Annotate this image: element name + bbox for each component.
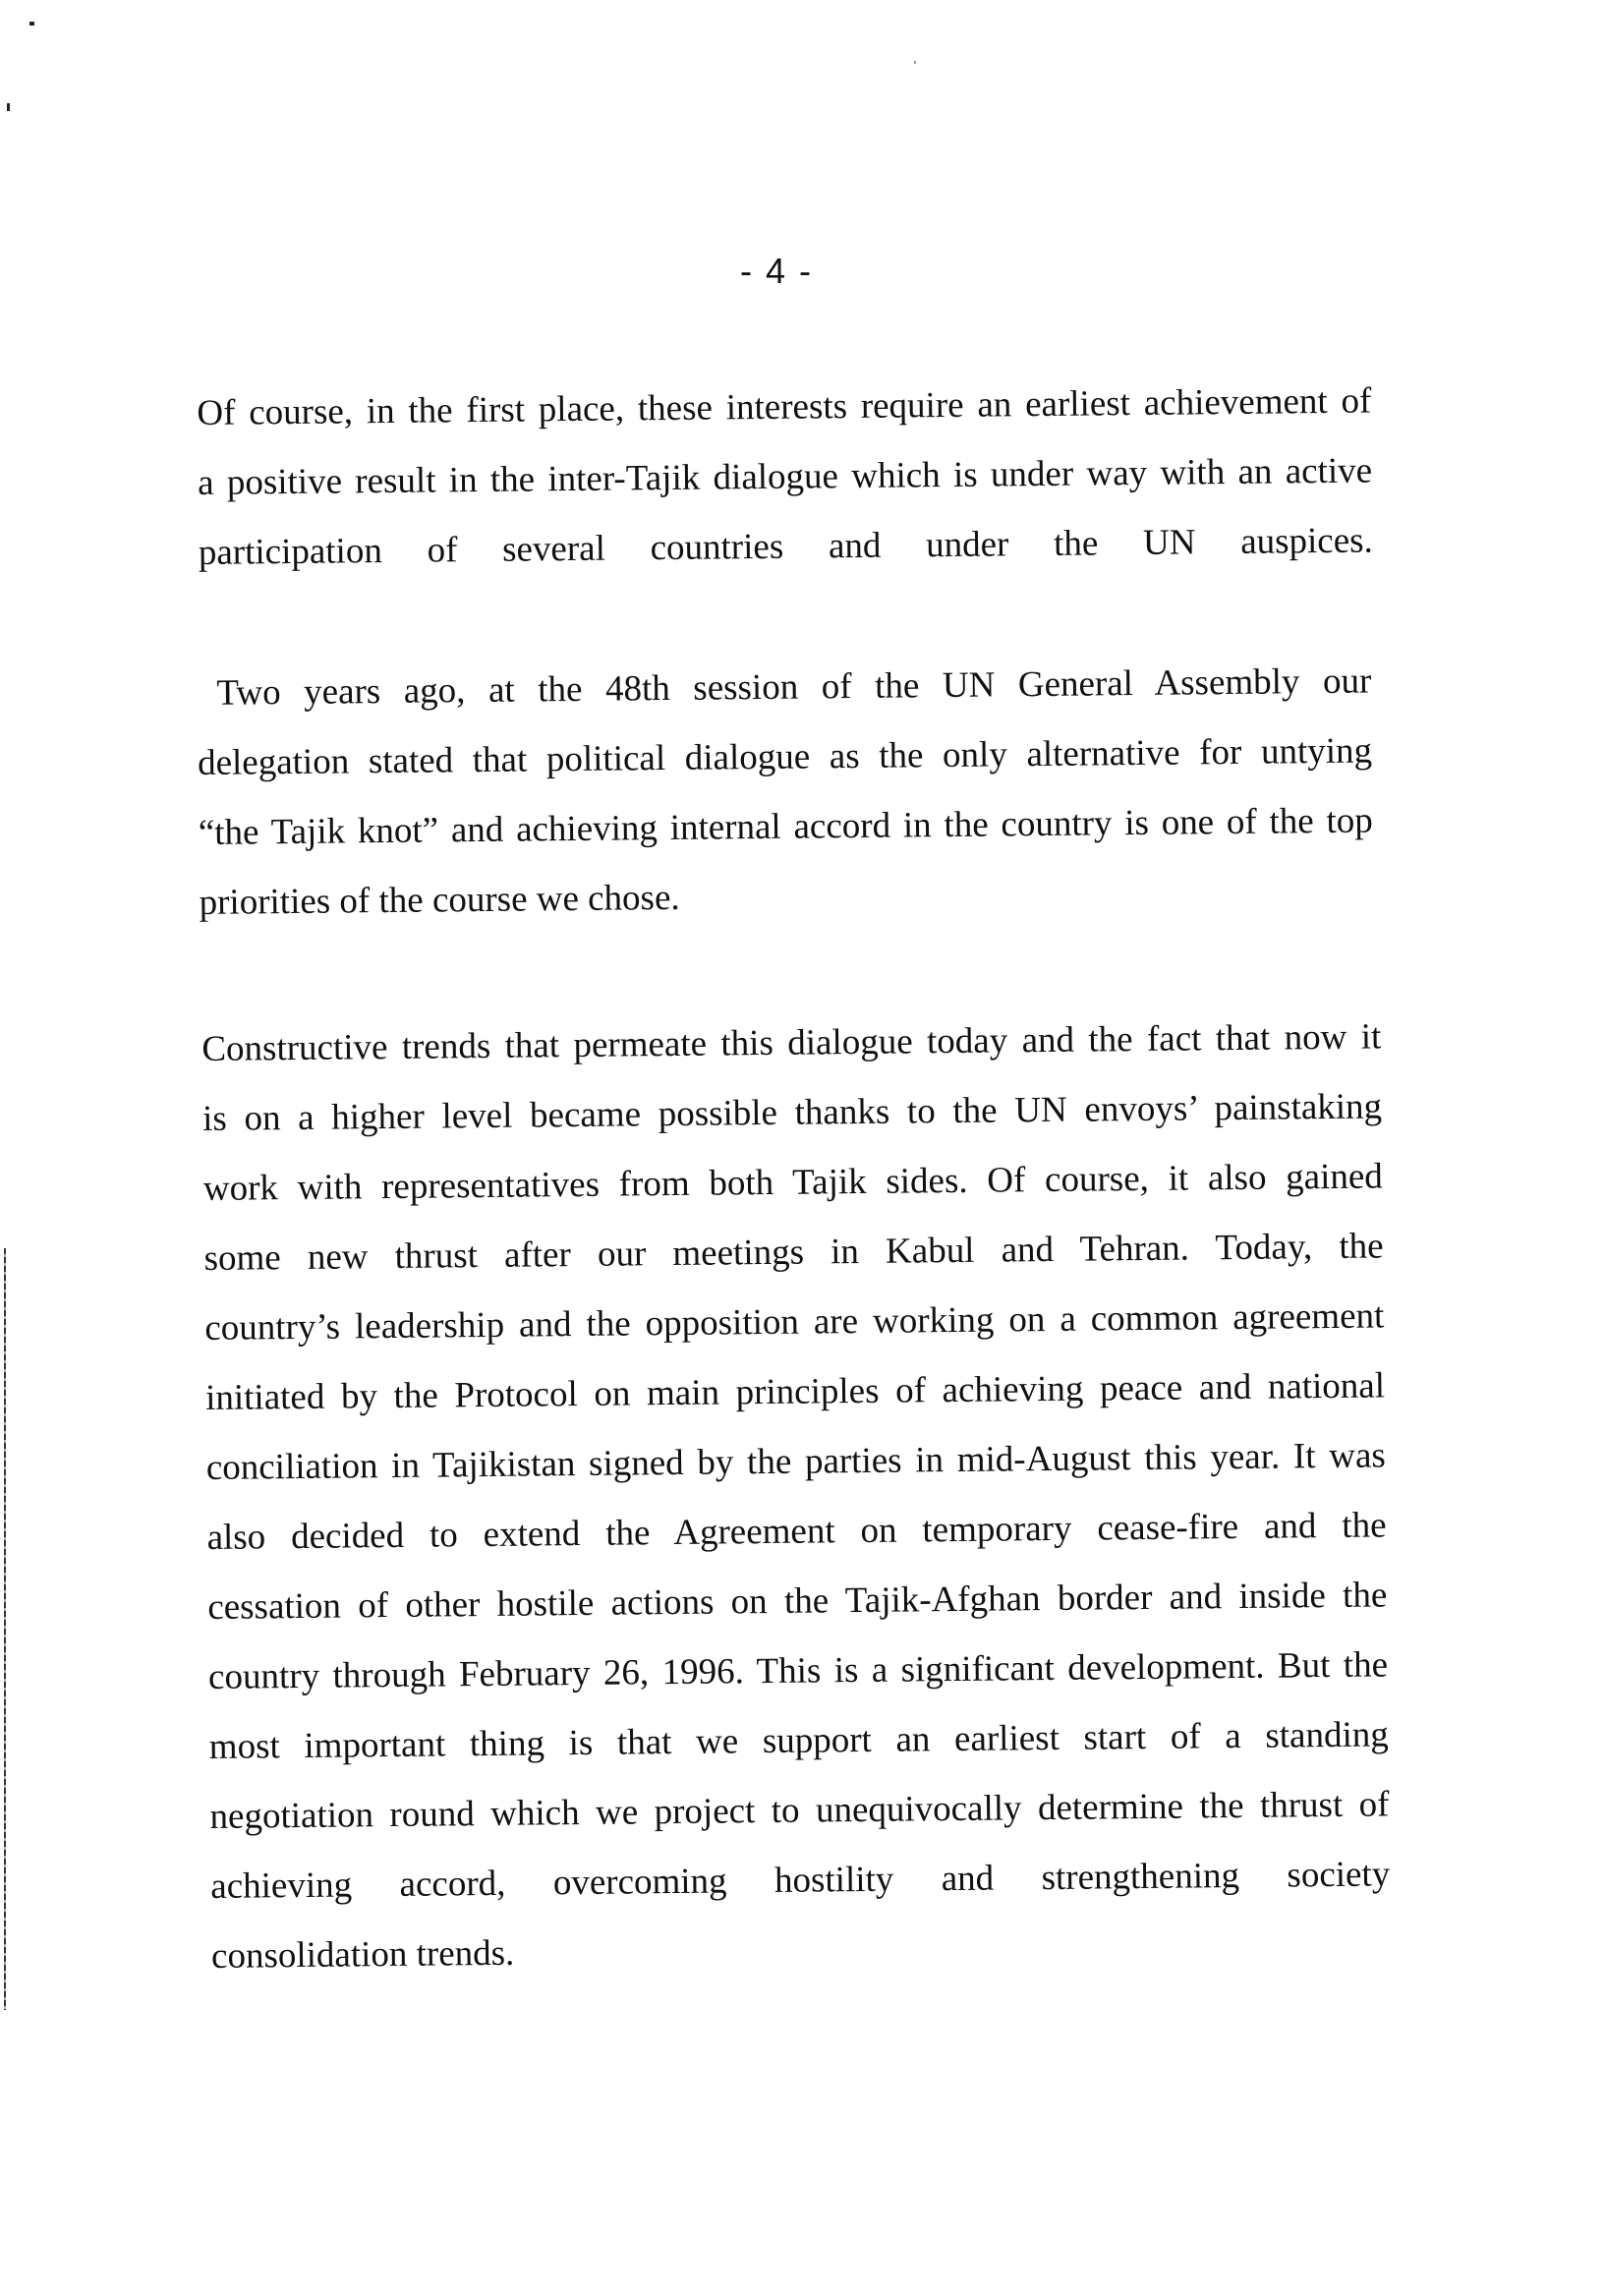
scan-speck — [914, 61, 916, 64]
text-line: delegation stated that political dialogue as the only alternative for untying — [197, 730, 1373, 783]
page-number: - 4 - — [739, 251, 813, 291]
text-line: “the Tajik knot” and achieving internal accord in the country is one of the top — [198, 800, 1374, 853]
scan-edge-line — [4, 1248, 6, 2010]
text-line: cessation of other hostile actions on the Tajik-Afghan border and inside the — [207, 1575, 1388, 1628]
text-line: Constructive trends that permeate this dialogue today and the fact that now it — [201, 1016, 1382, 1069]
text-line: country’s leadership and the opposition are working on a common agreement — [204, 1295, 1385, 1349]
text-line: Two years ago, at the 48th session of the UN General Assembly our — [216, 660, 1372, 714]
scan-speck — [7, 103, 10, 111]
paragraph-1 — [197, 366, 1373, 588]
scan-speck — [29, 22, 34, 26]
text-line: some new thrust after our meetings in Kabul and Tehran. Today, the — [203, 1226, 1384, 1279]
text-line: negotiation round which we project to unequivocally determine the thrust of — [209, 1784, 1390, 1837]
text-line: country through February 26, 1996. This is a significant development. But the — [207, 1644, 1389, 1697]
text-line: also decided to extend the Agreement on temporary cease-fire and the — [206, 1505, 1387, 1558]
paragraph-2 — [197, 646, 1374, 937]
text-line: priorities of the course we chose. — [199, 877, 680, 923]
text-line: Of course, in the first place, these interests require an earliest achievement of — [197, 380, 1372, 433]
text-line: work with representatives from both Tajik sides. Of course, it also gained — [202, 1156, 1384, 1209]
paragraph-3 — [201, 1002, 1391, 1991]
text-line: conciliation in Tajikistan signed by the parties in mid-August this year. It was — [205, 1435, 1386, 1488]
text-line: is on a higher level became possible thanks to the UN envoys’ painstaking — [201, 1086, 1383, 1139]
text-line: initiated by the Protocol on main principles of achieving peace and national — [204, 1365, 1386, 1418]
text-line: participation of several countries and under the UN auspices. — [198, 520, 1374, 573]
text-line: achieving accord, overcoming hostility and strengthening society — [210, 1854, 1391, 1907]
text-line: consolidation trends. — [210, 1932, 515, 1977]
text-line: most important thing is that we support an earliest start of a standing — [208, 1714, 1389, 1767]
text-line: a positive result in the inter-Tajik dialogue which is under way with an active — [197, 450, 1373, 503]
